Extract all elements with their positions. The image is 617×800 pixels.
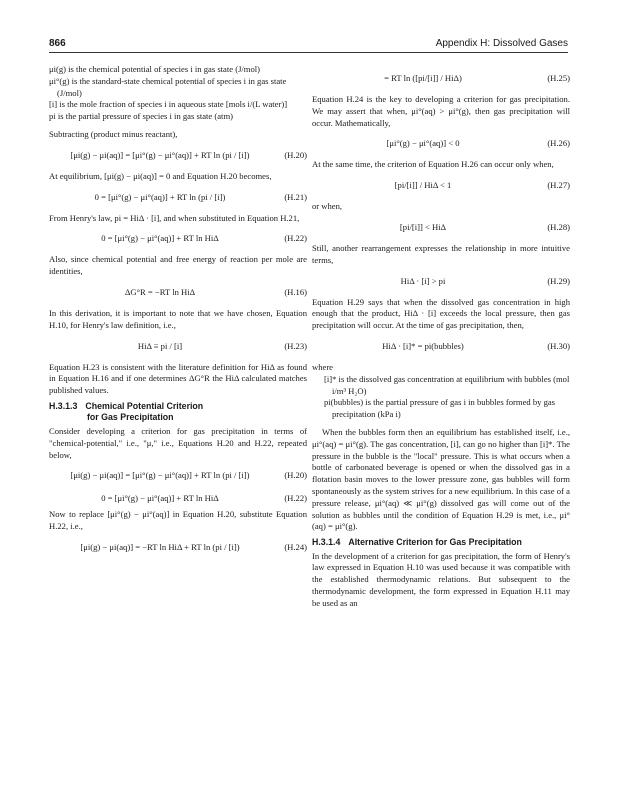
equation-number: (H.27) [547,180,570,191]
equation-h24 [49,535,307,561]
equation-h20 [49,143,307,169]
equation-expression: [pi/[i]] / HiΔ < 1 [394,180,452,191]
equation-h29 [312,269,570,295]
equation-number: (H.24) [284,541,307,552]
definition-item: μi(g) is the chemical potential of species i in gas state (J/mol) [49,64,261,74]
section-heading-h3-1-4 [312,537,570,549]
equation-expression: HiΔ · [i] > pi [400,275,446,286]
equation-number: (H.30) [547,340,570,351]
equation-h23 [49,334,307,360]
paragraph-same-time: At the same time, the criterion of Equation H.26 can occur only when, [312,159,554,170]
where-item: [i]* is the dissolved gas concentration at equilibrium with bubbles (mol i/m³ H₂O) [324,373,570,396]
equation-h25 [312,66,570,92]
equation-number: (H.26) [547,138,570,149]
section-number: H.3.1.3 [49,400,78,411]
section-title-line2: for Gas Precipitation [87,412,174,423]
equation-number: (H.20) [284,470,307,481]
header-rule [49,52,568,53]
equation-number: (H.21) [284,191,307,202]
paragraph-consider: Consider developing a criterion for gas precipitation in terms of "chemical-potential," i.e., "μ," i.e., Equations H.20 and H.22, repeated below, [49,425,307,460]
equation-number: (H.25) [547,73,570,83]
equation-expression: 0 = [μi°(g) − μi°(aq)] + RT ln HiΔ [101,233,219,244]
paragraph-consistent: Equation H.23 is consistent with the literature definition for HiΔ as found in Equation H.16 and if one determines ΔG°R the HiΔ calculated matches published values. [49,361,307,396]
running-title: Appendix H: Dissolved Gases [435,38,568,49]
paragraph-equilibrium: At equilibrium, [μi(g) − μi(aq)] = 0 and Equation H.20 becomes, [49,170,272,181]
equation-number: (H.22) [284,493,307,504]
equation-number: (H.23) [284,340,307,351]
equation-expression: = RT ln ([pi/[i]] / HiΔ) [384,73,462,83]
equation-number: (H.29) [547,275,570,286]
paragraph-also: Also, since chemical potential and free energy of reaction per mole are identities, [49,254,307,277]
equation-expression: [μi(g) − μi(aq)] = −RT ln HiΔ + RT ln (pi / [i]) [80,541,240,552]
equation-h22 [49,226,307,252]
paragraph-subtract: Subtracting (product minus reactant), [49,128,178,139]
equation-expression: [pi/[i]] < HiΔ [399,221,447,232]
section-heading-h3-1-3 [49,401,307,424]
paragraph-alternative: In the development of a criterion for gas precipitation, the form of Henry's law expressed in Equation H.10 was used because it was compatible with the established thermodynamic relations. But subsequent to the thermodynamic development, the form expressed in Equation H.11 may be used as an [312,550,570,608]
equation-number: (H.20) [284,149,307,160]
section-title-line1: Chemical Potential Criterion [85,400,204,411]
equation-h30 [312,334,570,360]
paragraph-still: Still, another rearrangement expresses the relationship in more intuitive terms, [312,242,570,265]
paragraph-or-when: or when, [312,201,343,212]
section-number: H.3.1.4 [312,537,341,548]
definition-item: [i] is the mole fraction of species i in aqueous state [mols i/(L water)] [49,99,288,110]
page-number: 866 [49,38,66,49]
equation-number: (H.16) [284,286,307,297]
paragraph-bubbles: When the bubbles form then an equilibrium has established itself, i.e., μi°(aq) = μi°(g). The gas concentration, [i], can go no higher than [i]*. The pressure in the bubble is the "local" pressure. This is what occurs when a bottle of carbonated beverage is opened or when the dissolved gas in a flotation basin moves to the lower pressure zone, gas bubbles will form spontaneously as the system strives for a new equilibrium. In this case of a pressure release, μi°(aq) ≪ μi°(g) dissolved gas will come out of the solution as bubbles until the condition of Equation H.29 is met, i.e., μi°(aq) = μi°(g). [312,426,570,532]
equation-expression: HiΔ ≡ pi / [i] [137,340,183,351]
equation-h26 [312,131,570,157]
equation-h16 [49,280,307,306]
paragraph-derivation: In this derivation, it is important to note that we have chosen, Equation H.10, for Henry's law definition, i.e., [49,307,307,330]
paragraph-henry: From Henry's law, pi = HiΔ · [i], and when substituted in Equation H.21, [49,212,300,223]
equation-h27 [312,173,570,199]
equation-expression: ΔG°R = −RT ln HiΔ [124,286,196,297]
equation-number: (H.22) [284,233,307,244]
equation-expression: HiΔ · [i]* = pi(bubbles) [382,340,464,351]
right-column [312,64,570,610]
equation-expression: [μi°(g) − μi°(aq)] < 0 [386,138,460,149]
definition-item: μi°(g) is the standard-state chemical potential of species i in gas state (J/mol) [49,75,287,98]
where-item: pi(bubbles) is the partial pressure of gas i in bubbles formed by gas precipitation (kPa i) [324,397,556,420]
equation-expression: 0 = [μi°(g) − μi°(aq)] + RT ln (pi / [i]) [94,191,226,202]
paragraph-says: Equation H.29 says that when the dissolved gas concentration in high enough that the product, HiΔ · [i] exceeds the local pressure, then gas precipitation will occur. At the time of gas precipitation, then, [312,296,570,331]
equation-expression: [μi(g) − μi(aq)] = [μi°(g) − μi°(aq)] + RT ln (pi / [i]) [70,149,250,160]
where-label: where [312,361,333,372]
equation-h28 [312,215,570,241]
definition-item: pi is the partial pressure of species i in gas state (atm) [49,111,233,122]
left-column [49,64,307,563]
paragraph-replace: Now to replace [μi°(g) − μi°(aq)] in Equation H.20, substitute Equation H.22, i.e., [49,509,307,532]
section-title: Alternative Criterion for Gas Precipitation [348,537,522,548]
equation-expression: 0 = [μi°(g) − μi°(aq)] + RT ln HiΔ [101,493,219,504]
equation-h22-repeat [49,491,307,507]
equation-number: (H.28) [547,221,570,232]
equation-h20-repeat [49,463,307,489]
equation-expression: [μi(g) − μi(aq)] = [μi°(g) − μi°(aq)] + RT ln (pi / [i]) [70,470,250,481]
equation-h21 [49,185,307,211]
paragraph-key: Equation H.24 is the key to developing a criterion for gas precipitation. We may assert that when, μi°(aq) > μi°(g), then gas precipitation will occur. Mathematically, [312,94,570,128]
